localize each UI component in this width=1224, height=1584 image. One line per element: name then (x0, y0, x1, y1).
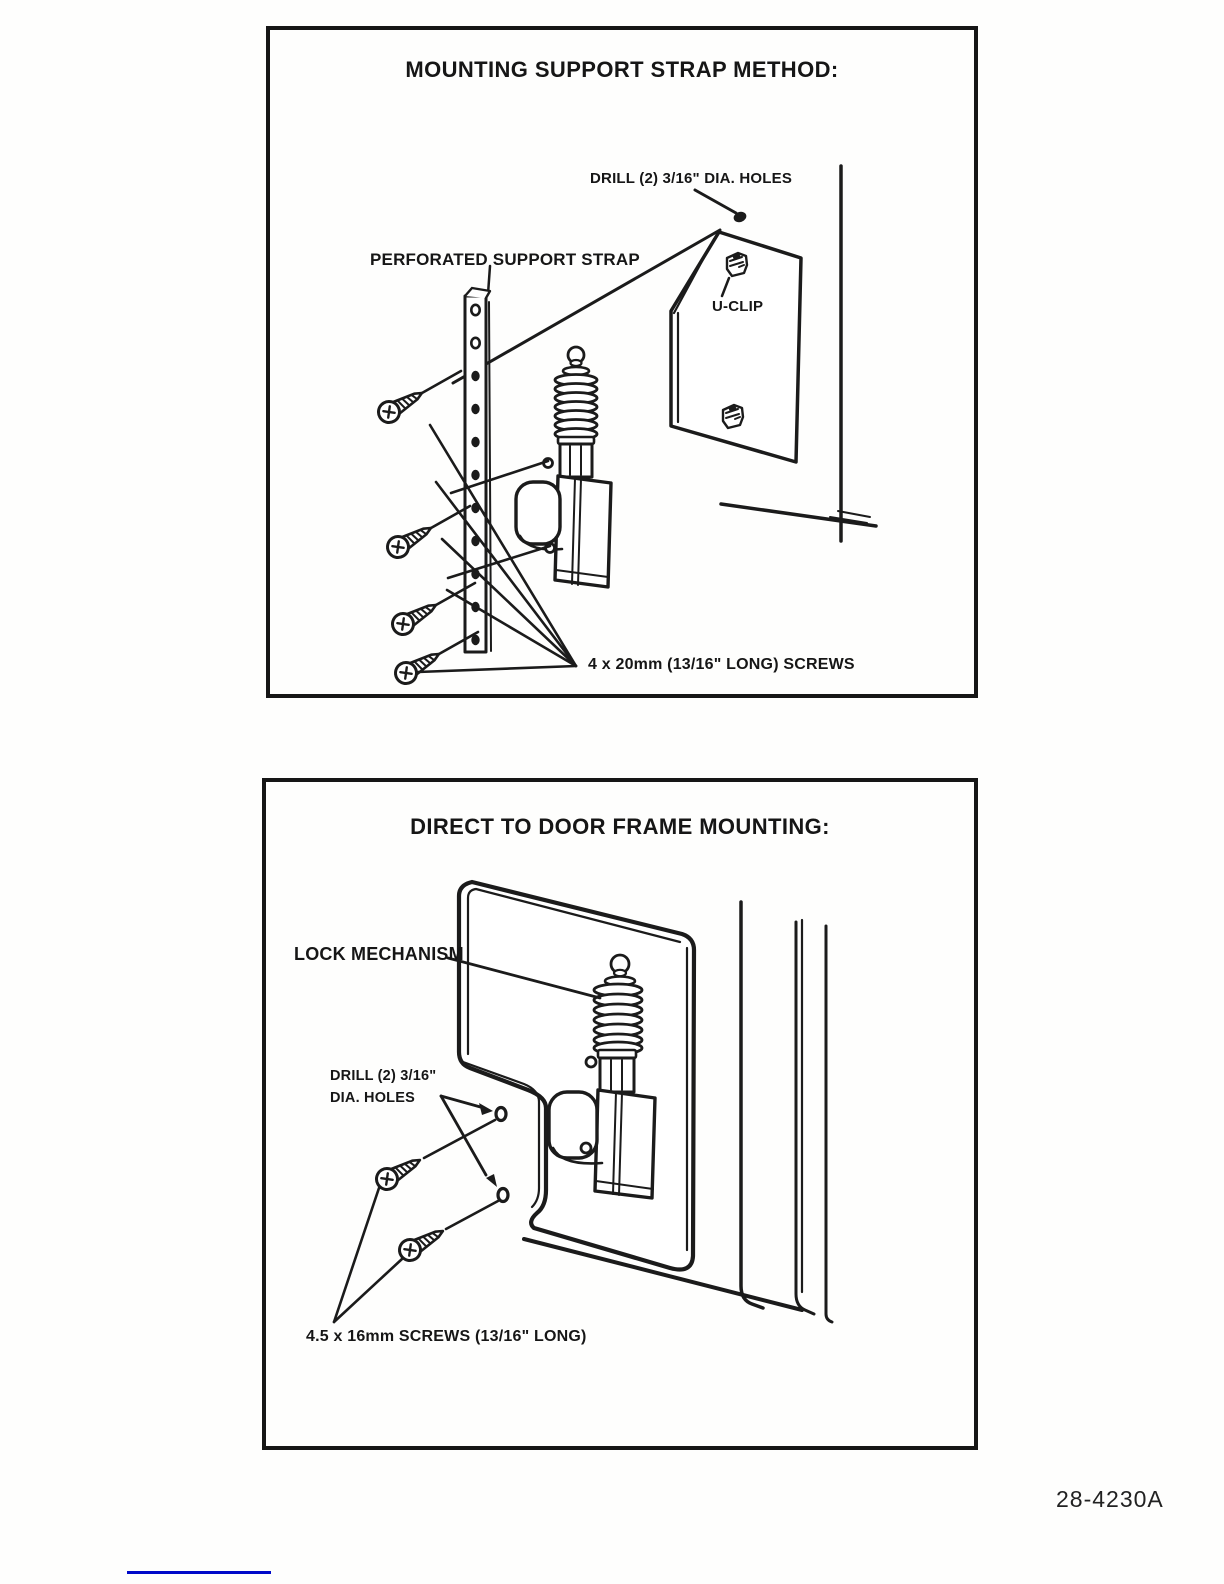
screw (384, 519, 437, 561)
footer-blue-rule (127, 1571, 271, 1574)
screws-label: 4 x 20mm (13/16" LONG) SCREWS (588, 656, 855, 673)
screw (396, 1222, 449, 1264)
perforated-support-strap (465, 266, 491, 652)
u-clip-top (727, 253, 747, 276)
screws-label: 4.5 x 16mm SCREWS (13/16" LONG) (306, 1328, 587, 1345)
drill-label-arrows (441, 1096, 497, 1187)
u-clip-label: U-CLIP (712, 298, 764, 315)
notched-door-panel (459, 882, 694, 1270)
screw (392, 645, 445, 687)
bottom-panel-title: DIRECT TO DOOR FRAME MOUNTING: (410, 814, 830, 839)
u-clip-bottom (723, 405, 743, 428)
lock-mechanism-label: LOCK MECHANISM (294, 944, 464, 964)
bottom-diagram-illustration (266, 782, 982, 1446)
screws-label-leaders (334, 1188, 402, 1322)
drill-holes-label: DRILL (2) 3/16" DIA. HOLES (590, 170, 793, 187)
support-strap-label: PERFORATED SUPPORT STRAP (370, 250, 640, 269)
drill-holes (496, 1108, 508, 1202)
drill-hole-dot (695, 190, 748, 224)
drill-holes-label-line1: DRILL (2) 3/16" (330, 1068, 437, 1084)
top-panel-title: MOUNTING SUPPORT STRAP METHOD: (405, 57, 839, 82)
page-code: 28-4230A (1056, 1486, 1164, 1512)
drill-holes-label-line2: DIA. HOLES (330, 1090, 415, 1106)
screw (373, 1151, 426, 1193)
screw (389, 596, 442, 638)
panel-mounting-support-strap (266, 26, 978, 698)
screw (375, 384, 428, 426)
panel-direct-to-door-frame (262, 778, 978, 1450)
top-diagram-illustration (270, 30, 982, 702)
